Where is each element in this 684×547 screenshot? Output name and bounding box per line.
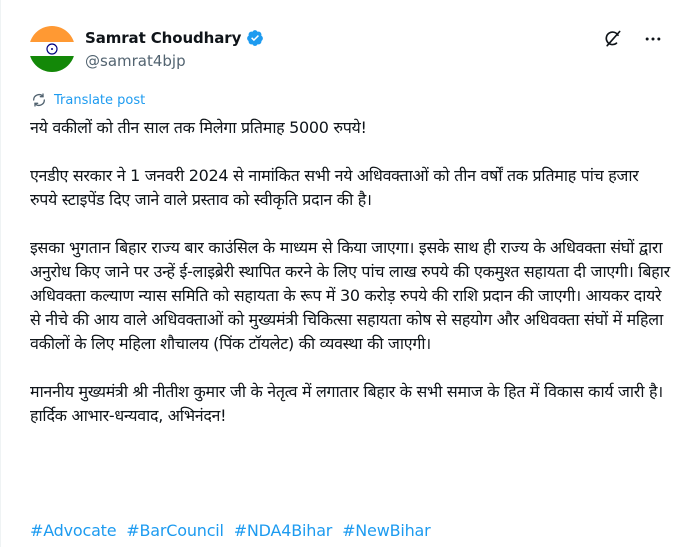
post-paragraph-2: एनडीए सरकार ने 1 जनवरी 2024 से नामांकित सभी नये अधिवक्ताओं को तीन वर्षों तक प्रतिमाह पांच हजार रुपये स्टाइपेंड दिए जाने वाले प्रस्ताव को स्वीकृति प्रदान की है। (30, 166, 639, 209)
hashtag-advocate[interactable]: #Advocate (30, 521, 117, 540)
india-flag-icon (29, 26, 75, 72)
verified-badge-icon (246, 29, 264, 47)
author-handle[interactable]: @samrat4bjp (85, 52, 186, 70)
translate-icon (31, 92, 47, 108)
post-paragraph-4: माननीय मुख्यमंत्री श्री नीतीश कुमार जी के नेतृत्व में लगातार बिहार के सभी समाज के हित में विकास कार्य जारी है। हार्दिक आभार-धन्यवाद, अभिनंदन! (30, 382, 663, 425)
post-paragraph-3: इसका भुगतान बिहार राज्य बार काउंसिल के माध्यम से किया जाएगा। इसके साथ ही राज्य के अधिवक्ता संघों द्वारा अनुरोध किए जाने पर उन्हें ई-लाइब्रेरी स्थापित करने के लिए पांच लाख रुपये की एकमुश्त सहायता दी जाएगी। बिहार अधिवक्ता कल्याण न्यास समिति को सहायता के रूप में 30 करोड़ रुपये की राशि प्रदान की जाएगी। आयकर दायरे से नीचे की आय वाले अधिवक्ताओं को मुख्यमंत्री चिकित्सा सहायता कोष से सहयोग और अधिवक्ता संघों में महिला वकीलों के लिए महिला शौचालय (पिंक टॉयलेट) की व्यवस्था की जाएगी। (30, 238, 670, 353)
hashtag-newbihar[interactable]: #NewBihar (342, 521, 431, 540)
author-name-row (85, 29, 264, 47)
translate-post-label: Translate post (54, 92, 146, 108)
post-header-actions (602, 28, 664, 50)
post-paragraph-1: नये वकीलों को तीन साल तक मिलेगा प्रतिमाह 5000 रुपये! (30, 118, 367, 137)
translate-post-link[interactable] (31, 92, 145, 108)
more-icon[interactable] (642, 28, 664, 50)
post-text (30, 116, 670, 452)
post-hashtags (30, 519, 436, 543)
grok-icon[interactable] (602, 28, 624, 50)
avatar[interactable] (29, 26, 75, 72)
hashtag-barcouncil[interactable]: #BarCouncil (126, 521, 224, 540)
hashtag-nda4bihar[interactable]: #NDA4Bihar (233, 521, 333, 540)
author-display-name[interactable]: Samrat Choudhary (85, 29, 242, 47)
